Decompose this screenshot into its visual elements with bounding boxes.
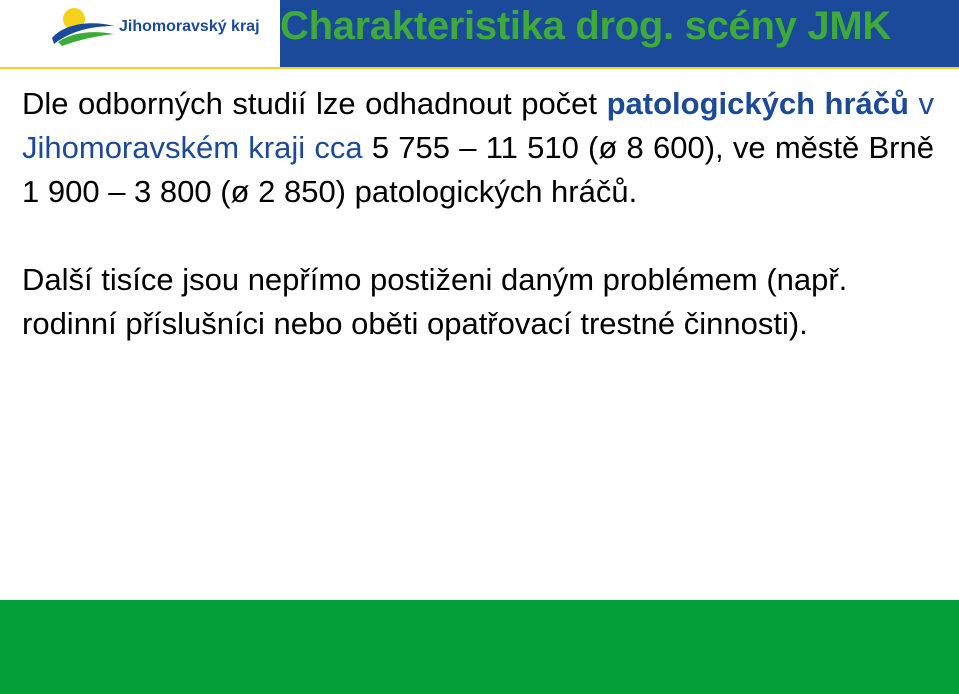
highlight-region: v Jihomoravském kraji cca — [22, 86, 934, 165]
header-bar — [0, 0, 959, 67]
header-divider — [0, 67, 959, 69]
footer-bar — [0, 600, 959, 694]
paragraph-figures: 5 755 – 11 510 (ø 8 600), ve městě Brně 1 900 – 3 800 (ø 2 850) patologických hráčů. — [22, 130, 934, 209]
paragraph-estimate — [22, 82, 934, 214]
logo — [0, 0, 280, 67]
page-title: Charakteristika drog. scény JMK — [280, 4, 891, 48]
highlight-term: patologických hráčů — [606, 86, 909, 121]
paragraph-intro: Dle odborných studií lze odhadnout počet — [22, 86, 607, 121]
region-logo-icon — [50, 4, 116, 46]
paragraph-affected: Další tisíce jsou nepřímo postiženi daným problémem (např. rodinní příslušníci nebo oběti opatřovací trestné činnosti). — [22, 262, 848, 341]
logo-text: Jihomoravský kraj — [119, 18, 260, 35]
slide-content — [22, 82, 934, 346]
